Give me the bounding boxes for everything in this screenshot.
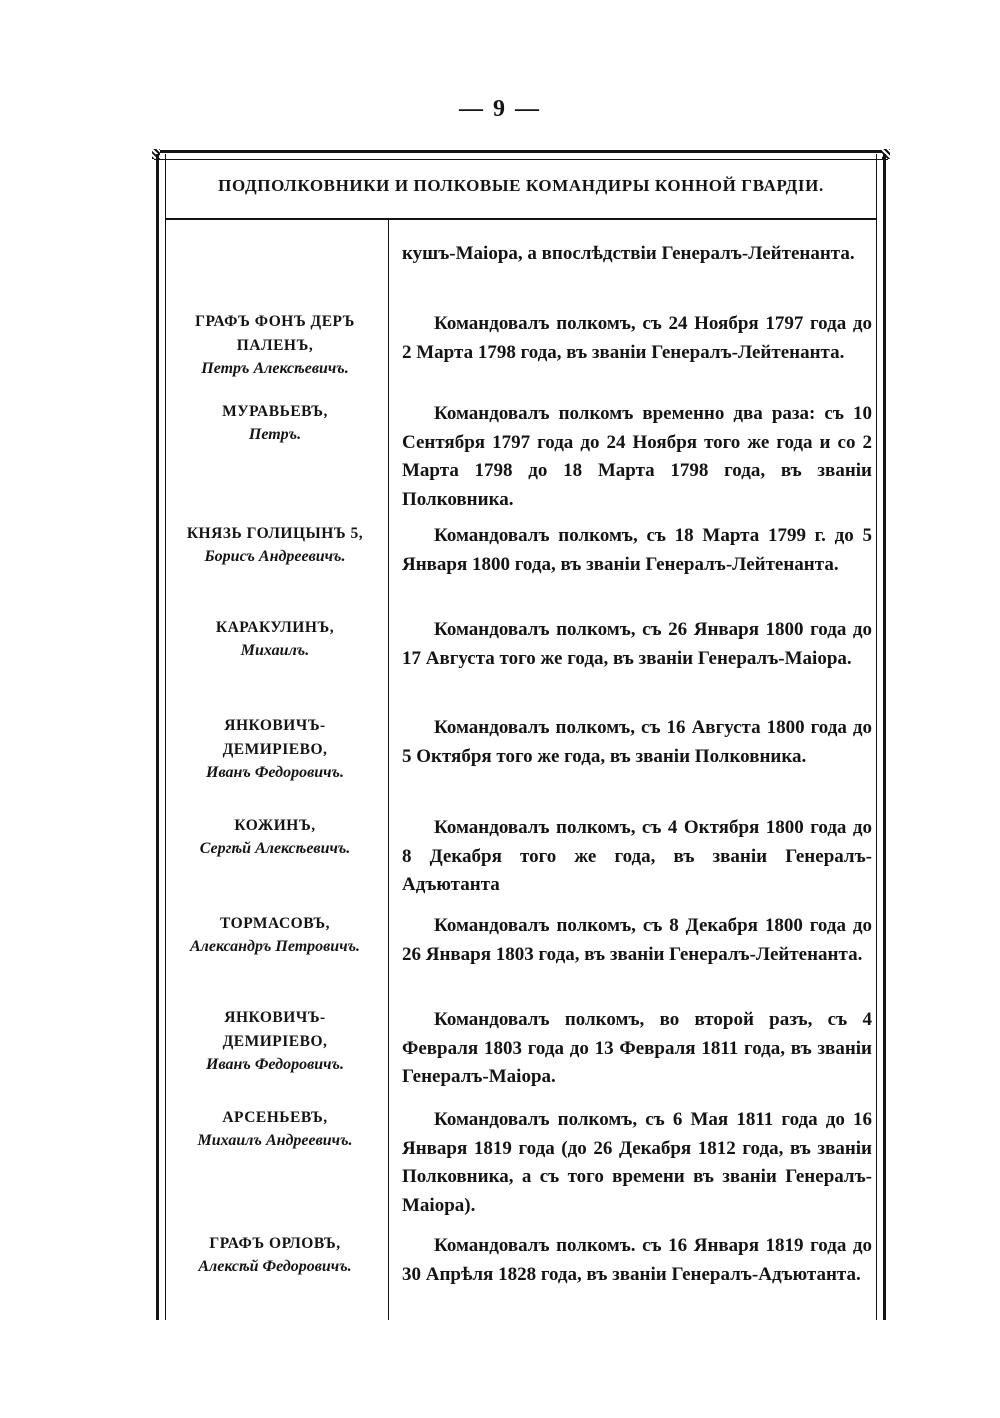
commander-name-block <box>168 814 382 860</box>
command-description: Командовалъ полкомъ, съ 18 Марта 1799 г. до 5 Января 1800 года, въ званіи Генералъ-Лейтенанта. <box>402 525 872 575</box>
command-description: Командовалъ полкомъ, съ 4 Октября 1800 года до 8 Декабря того же года, въ званіи Генералъ-Адъютанта <box>402 817 872 895</box>
command-description: Командовалъ полкомъ временно два раза: съ 10 Сентября 1797 года до 24 Ноября того же года и со 2 Марта 1798 до 18 Марта 1798 года, въ званіи Полковника. <box>402 403 872 510</box>
commander-surname: ГРАФЪ ФОНЪ ДЕРЪ ПАЛЕНЪ, <box>195 313 355 354</box>
commander-name-block <box>168 400 382 446</box>
commander-given-name: Петръ Алексѣевичъ. <box>201 360 349 377</box>
table-frame <box>160 150 882 1320</box>
commander-given-name: Иванъ Федоровичъ. <box>206 764 344 781</box>
commander-name-block <box>168 310 382 380</box>
commander-name-block <box>182 714 368 784</box>
command-description: Командовалъ полкомъ, съ 26 Января 1800 года до 17 Августа того же года, въ званіи Генералъ-Маіора. <box>402 619 872 669</box>
right-border-rule <box>876 154 886 1320</box>
heading-divider <box>166 218 876 220</box>
top-border-rule <box>154 150 888 160</box>
command-description: Командовалъ полкомъ. съ 16 Января 1819 года до 30 Апрѣля 1828 года, въ званіи Генералъ-Адъютанта. <box>402 1235 872 1285</box>
commander-given-name: Михаилъ Андреевичъ. <box>197 1132 353 1149</box>
commander-given-name: Михаилъ. <box>240 642 310 659</box>
commander-name-block <box>182 1006 368 1076</box>
commander-surname: КАРАКУЛИНЪ, <box>215 619 335 636</box>
command-description: Командовалъ полкомъ, съ 8 Декабря 1800 года до 26 Января 1803 года, въ званіи Генералъ-Лейтенанта. <box>402 915 872 965</box>
commander-surname: ТОРМАСОВЪ, <box>220 915 330 932</box>
commander-given-name: Алексѣй Федоровичъ. <box>198 1258 352 1275</box>
left-border-rule <box>156 154 166 1320</box>
continuation-text: кушъ-Маіора, а впослѣдствіи Генералъ-Лейтенанта. <box>402 243 855 264</box>
commander-given-name: Иванъ Федоровичъ. <box>206 1056 344 1073</box>
commander-surname: АРСЕНЬЕВЪ, <box>222 1109 328 1126</box>
commander-name-block <box>168 1106 382 1152</box>
command-description: Командовалъ полкомъ, во второй разъ, съ 4 Февраля 1803 года до 13 Февраля 1811 года, въ званіи Генералъ-Маіора. <box>402 1009 872 1087</box>
table-heading: ПОДПОЛКОВНИКИ И ПОЛКОВЫЕ КОМАНДИРЫ КОННОЙ ГВАРДІИ. <box>218 176 824 195</box>
command-description: Командовалъ полкомъ, съ 24 Ноября 1797 года до 2 Марта 1798 года, въ званіи Генералъ-Лейтенанта. <box>402 313 872 363</box>
commander-surname: КОЖИНЪ, <box>234 817 316 834</box>
commander-surname: ЯНКОВИЧЪ-ДЕМИРІЕВО, <box>222 1009 328 1050</box>
command-description: Командовалъ полкомъ, съ 16 Августа 1800 года до 5 Октября того же года, въ званіи Полковника. <box>402 717 872 767</box>
commander-given-name: Сергѣй Алексѣевичъ. <box>199 840 351 857</box>
commander-name-block <box>168 616 382 662</box>
commander-name-block <box>168 912 382 958</box>
command-description: Командовалъ полкомъ, съ 6 Мая 1811 года до 16 Января 1819 года (до 26 Декабря 1812 года, въ званіи Полковника, а съ того времени въ званіи Генералъ-Маіора). <box>402 1109 872 1216</box>
page-number: — 9 — <box>459 96 541 122</box>
commander-name-block <box>168 522 382 568</box>
commander-given-name: Борисъ Андреевичъ. <box>204 548 346 565</box>
commander-given-name: Петръ. <box>248 426 302 443</box>
column-divider <box>388 220 389 1320</box>
commander-surname: ЯНКОВИЧЪ-ДЕМИРІЕВО, <box>222 717 328 758</box>
commander-surname: КНЯЗЬ ГОЛИЦЫНЪ 5, <box>186 525 364 542</box>
commander-surname: ГРАФЪ ОРЛОВЪ, <box>209 1235 341 1252</box>
commander-name-block <box>168 1232 382 1278</box>
commander-surname: МУРАВЬЕВЪ, <box>222 403 328 420</box>
commander-given-name: Александръ Петровичъ. <box>189 938 361 955</box>
